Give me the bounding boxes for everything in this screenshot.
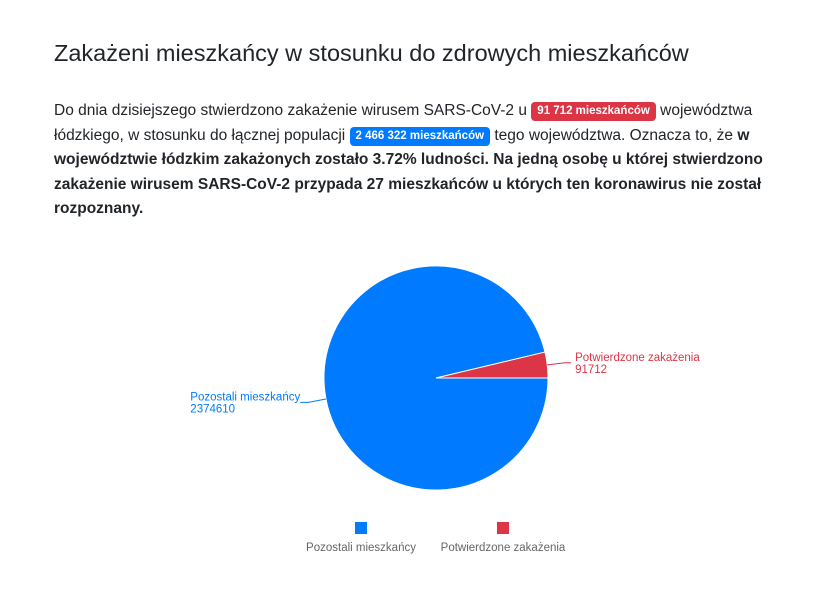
chart-legend[interactable]: [306, 522, 566, 554]
legend-label-healthy: Pozostali mieszkańcy: [306, 542, 416, 554]
page-title: Zakażeni mieszkańcy w stosunku do zdrowych mieszkańców: [54, 40, 689, 66]
data-label-name-infected: Potwierdzone zakażenia: [575, 351, 700, 364]
summary-text-1: Do dnia dzisiejszego stwierdzono zakażenie wirusem SARS-CoV-2 u: [54, 102, 527, 119]
summary-text-3: tego województwa. Oznacza to, że: [494, 126, 734, 144]
data-label-value-infected: 91712: [575, 363, 608, 376]
summary-paragraph: [54, 99, 784, 222]
population-badge: 2 466 322 mieszkańców: [350, 127, 491, 146]
legend-item-healthy[interactable]: [306, 522, 416, 554]
leader-line-healthy: [300, 399, 326, 402]
summary-text-2: województwa łódzkiego, w stosunku do łącznej populacji: [54, 102, 753, 144]
data-label-value-healthy: 2374610: [190, 403, 236, 416]
infected-count-badge: 91 712 mieszkańców: [531, 102, 656, 121]
legend-swatch-infected: [497, 522, 509, 534]
pie-slices: [324, 266, 548, 490]
legend-swatch-healthy: [355, 522, 367, 534]
legend-label-infected: Potwierdzone zakażenia: [440, 542, 566, 554]
data-label-name-healthy: Pozostali mieszkańcy: [190, 391, 301, 404]
summary-bold-text: w województwie łódzkim zakażonych zostało 3.72% ludności. Na jedną osobę u której stwierdzono zakażenie wirusem SARS-CoV-2 przypada 27 mieszkańców u których ten koronawirus nie został rozpoznany.: [54, 126, 763, 217]
legend-item-infected[interactable]: [441, 522, 566, 554]
leader-line-infected: [547, 363, 571, 365]
infection-pie-chart: [0, 240, 836, 580]
